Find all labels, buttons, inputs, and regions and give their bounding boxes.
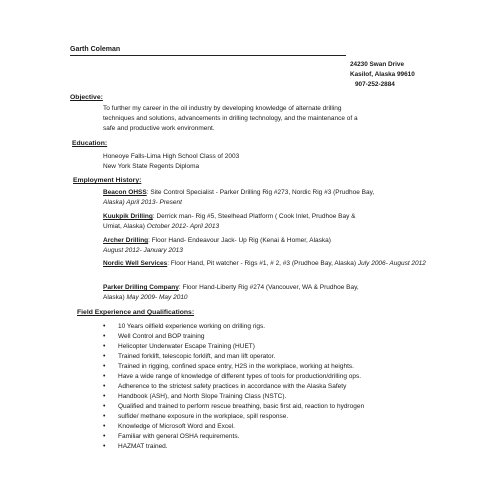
- job-company: Kuukpik Drilling: [103, 213, 153, 220]
- job-company: Archer Drilling: [103, 237, 149, 244]
- objective-text: [103, 104, 358, 134]
- job-entry: [103, 236, 433, 256]
- objective-line: safe and productive work environment.: [103, 125, 215, 132]
- list-item: • Helicopter Underwater Escape Training (HUET): [103, 342, 438, 352]
- field-experience-heading: Field Experience and Qualifications:: [77, 309, 195, 316]
- education-heading: Education:: [72, 140, 108, 147]
- resume-name: Garth Coleman: [70, 46, 121, 53]
- list-item: • Knowledge of Microsoft Word and Excel.: [103, 422, 438, 432]
- list-item: • Handbook (ASH), and North Slope Training Class (NSTC).: [103, 392, 438, 402]
- list-item: • Well Control and BOP training: [103, 332, 438, 342]
- job-entry: [103, 188, 433, 208]
- objective-line: techniques and solutions, advancements in drilling technology, and the maintenance of a: [103, 115, 358, 122]
- job-entry: [103, 283, 433, 303]
- education-line: New York State Regents Diploma: [103, 163, 200, 170]
- list-item: • Have a wide range of knowledge of different types of tools for production/drilling ops.: [103, 372, 438, 382]
- list-item: • Adherence to the strictest safety practices in accordance with the Alaska Safety: [103, 382, 438, 392]
- qualifications-list: [103, 322, 438, 452]
- job-company: Beacon OHSS: [103, 189, 147, 196]
- job-dates: August 2012- January 2013: [103, 247, 183, 254]
- job-dates: October 2012- April 2013: [146, 223, 220, 230]
- list-item: • 10 Years oilfield experience working on drilling rigs.: [103, 322, 438, 332]
- job-location: Alaska): [103, 199, 125, 206]
- contact-block: [350, 60, 415, 90]
- job-description: : Floor Hand, Pit watcher - Rigs #1, # 2, #3 (Prudhoe Bay, Alaska): [167, 260, 357, 267]
- list-item: • HAZMAT trained.: [103, 442, 438, 452]
- job-company: Nordic Well Services: [103, 260, 168, 267]
- education-line: Honeoye Falls-Lima High School Class of 2003: [103, 153, 240, 160]
- address-line-1: 24230 Swan Drive: [350, 61, 404, 68]
- list-item: • Qualified and trained to perform rescue breathing, basic first aid, reaction to hydrogen: [103, 402, 438, 412]
- education-text: [103, 152, 239, 172]
- job-description: : Floor Hand-Liberty Rig #274 (Vancouver, WA & Prudhoe Bay,: [178, 284, 359, 291]
- job-location: Umiat, Alaska): [103, 223, 147, 230]
- list-item: • Familiar with general OSHA requirements.: [103, 432, 438, 442]
- job-dates: May 2009- May 2010: [126, 294, 188, 301]
- employment-heading: Employment History:: [73, 177, 142, 184]
- list-item: • Trained in rigging, confined space entry, H2S in the workplace, working at heights.: [103, 362, 438, 372]
- job-location: Alaska): [103, 294, 127, 301]
- address-line-2: Kasilof, Alaska 99610: [350, 71, 415, 78]
- phone-number: 907-252-2884: [355, 81, 395, 88]
- objective-heading: Objective:: [70, 94, 103, 101]
- job-description: : Floor Hand- Endeavour Jack- Up Rig (Kenai & Homer, Alaska): [148, 237, 331, 244]
- job-dates: July 2006- August 2012: [356, 260, 426, 267]
- job-entry: [103, 212, 433, 232]
- job-description: : Site Control Specialist - Parker Drilling Rig #273, Nordic Rig #3 (Prudhoe Bay,: [146, 189, 375, 196]
- objective-line: To further my career in the oil industry by developing knowledge of alternate drilling: [103, 105, 342, 112]
- job-description: : Derrick man- Rig #5, Steelhead Platform ( Cook Inlet, Prudhoe Bay &: [152, 213, 356, 220]
- list-item: • Trained forklift, telescopic forklift, and man lift operator.: [103, 352, 438, 362]
- job-entry: [103, 259, 433, 269]
- list-item: • sulfide/ methane exposure in the workplace, spill response.: [103, 412, 438, 422]
- job-company: Parker Drilling Company: [103, 284, 179, 291]
- name-underline: [70, 55, 346, 56]
- job-dates: April 2013- Present: [124, 199, 182, 206]
